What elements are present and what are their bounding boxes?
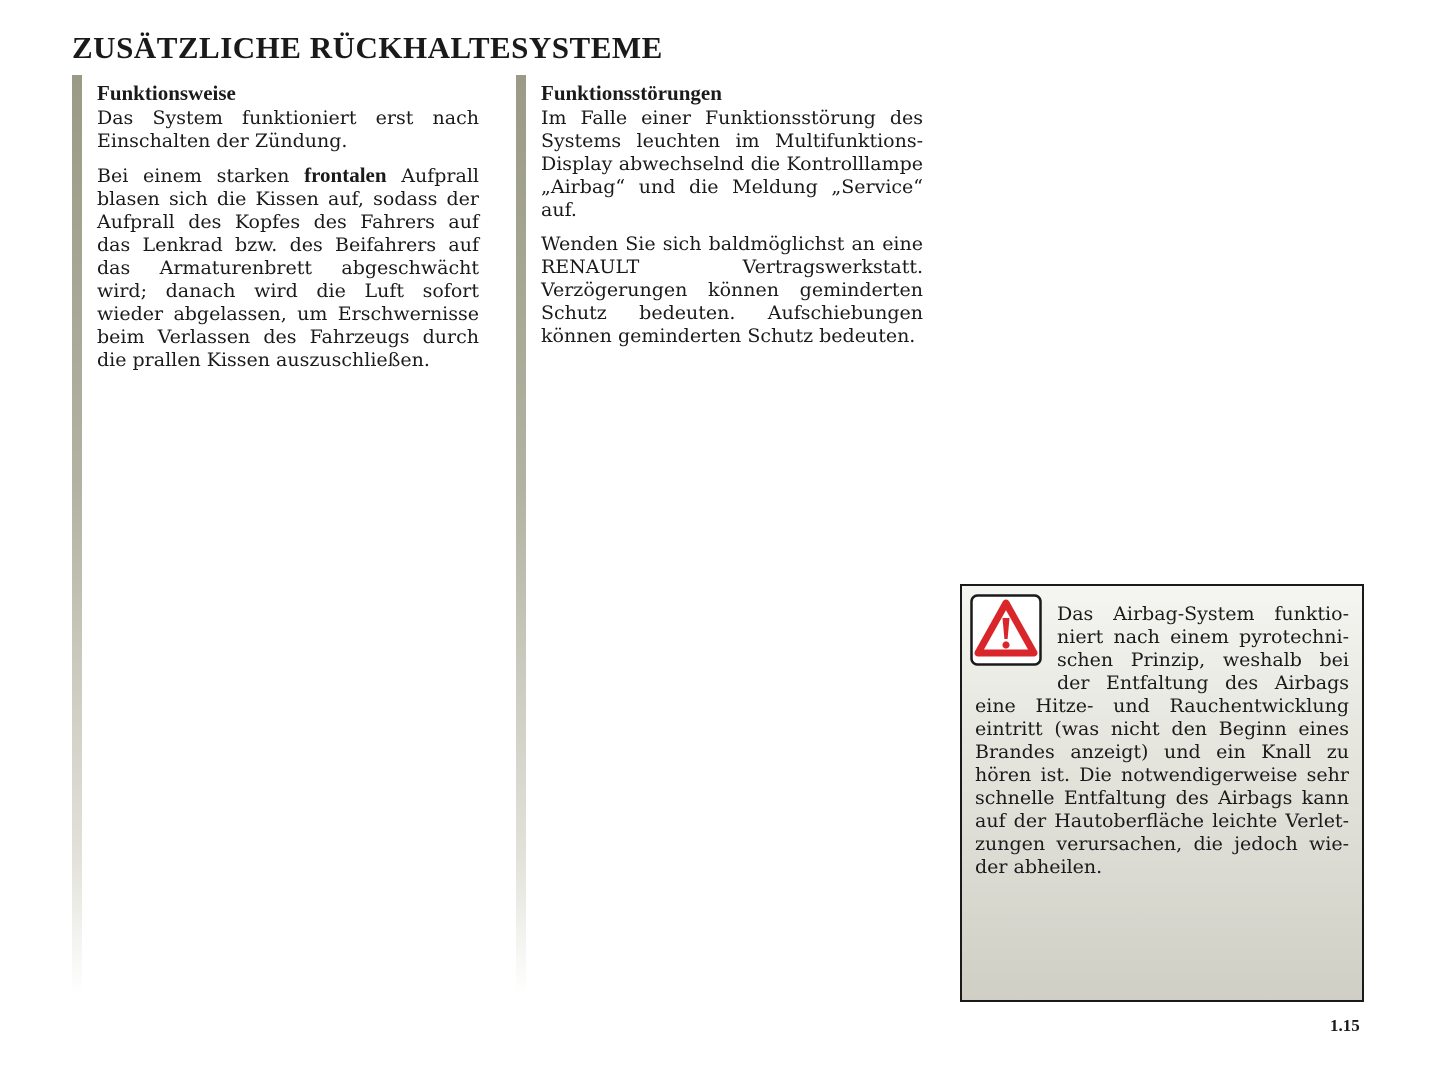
paragraph-malfunction: Im Falle einer Funktionsstörung des Systems leuchten im Multifunktions-Display abwechselnd die Kontrolllampe „Airbag“ und die Meldung „Service“ auf. [541, 107, 923, 221]
paragraph-text: Bei einem starken [97, 165, 305, 187]
paragraph-workshop: Wenden Sie sich baldmöglichst an eine RENAULT Vertragswerkstatt. Verzögerungen können geminderten Schutz bedeuten. Aufschiebungen können geminderten Schutz bedeuten. [541, 233, 923, 347]
section-heading-funktionsstoerungen: Funktionsstörungen [541, 81, 722, 105]
right-column [541, 80, 923, 359]
section-heading-funktionsweise: Funktionsweise [97, 81, 236, 105]
column-accent-bar-right [516, 75, 526, 995]
paragraph-text: Aufprall blasen sich die Kissen auf, sodass der Aufprall des Kopfes des Fahrers auf das Lenkrad bzw. des Beifahrers auf das Armaturenbrett abgeschwächt wird; danach wird die Luft sofort wieder abgelassen, um Erschwernisse beim Verlassen des Fahrzeugs durch die prallen Kissen auszuschließen. [97, 165, 479, 371]
warning-box [960, 584, 1364, 1002]
warning-text: Das Airbag-System funktioniert nach einem pyrotechnischen Prinzip, weshalb bei der Entfaltung des Airbags eine Hitze- und Rauchentwicklung eintritt (was nicht den Beginn eines Brandes anzeigt) und ein Knall zu hören ist. Die notwendigerweise sehr schnelle Entfaltung des Airbags kann auf der Hautoberfläche leichte Verletzungen verursachen, die jedoch wieder abheilen. [975, 603, 1349, 878]
emphasis-frontalen: frontalen [304, 163, 387, 187]
column-accent-bar-left [72, 75, 82, 995]
left-column [97, 80, 479, 383]
paragraph-ignition: Das System funktioniert erst nach Einschalten der Zündung. [97, 107, 479, 152]
page-title: ZUSÄTZLICHE RÜCKHALTESYSTEME [72, 30, 663, 65]
icon-spacer [975, 603, 1057, 691]
paragraph-frontal-impact [97, 164, 479, 372]
page-number: 1.15 [1330, 1016, 1360, 1035]
warning-text-container [975, 603, 1349, 879]
